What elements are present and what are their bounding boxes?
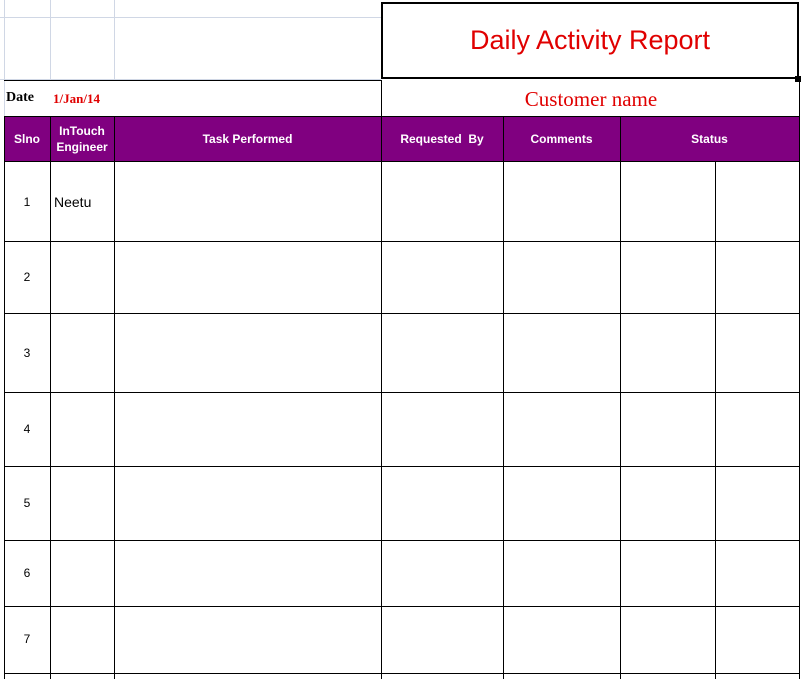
gridline (0, 17, 381, 18)
column-header-task[interactable]: Task Performed (202, 132, 293, 146)
column-border (799, 80, 800, 117)
gridline (50, 0, 51, 80)
gridline (114, 0, 115, 80)
row-number[interactable]: 3 (23, 346, 31, 360)
column-border (50, 116, 51, 679)
row-border (4, 673, 800, 674)
date-label: Date (6, 90, 34, 105)
report-title: Daily Activity Report (469, 25, 711, 55)
column-header-status[interactable]: Status (691, 132, 728, 146)
row-number[interactable]: 2 (23, 270, 31, 284)
column-border (381, 116, 382, 679)
column-border (799, 116, 800, 679)
row-border (4, 392, 800, 393)
row-number[interactable]: 4 (23, 422, 31, 436)
row-border (4, 241, 800, 242)
column-border (715, 161, 716, 679)
row-number[interactable]: 5 (23, 496, 31, 510)
column-border (381, 80, 382, 117)
row-border (4, 313, 800, 314)
row-border (4, 466, 800, 467)
column-header-engineer-label: InTouch Engineer (56, 124, 108, 154)
report-title-cell[interactable] (381, 2, 799, 79)
column-header-slno[interactable]: Slno (14, 132, 40, 146)
row-number[interactable]: 7 (23, 632, 31, 646)
row-border (4, 540, 800, 541)
column-header-comments[interactable]: Comments (530, 132, 593, 146)
column-header-engineer[interactable] (50, 117, 114, 161)
column-border (114, 116, 115, 679)
row-border (4, 606, 800, 607)
column-header-requested-by[interactable]: Requested By (400, 132, 484, 146)
column-border (620, 116, 621, 679)
date-value-cell[interactable]: 1/Jan/14 (53, 91, 100, 106)
row-border (4, 116, 800, 117)
row-number[interactable]: 1 (23, 195, 31, 209)
row-border (4, 161, 800, 162)
fill-handle[interactable] (795, 76, 801, 82)
row-number[interactable]: 6 (23, 566, 31, 580)
customer-name-cell[interactable]: Customer name (524, 87, 658, 111)
row-border (4, 80, 381, 81)
column-border (503, 116, 504, 679)
engineer-cell[interactable]: Neetu (54, 194, 92, 210)
